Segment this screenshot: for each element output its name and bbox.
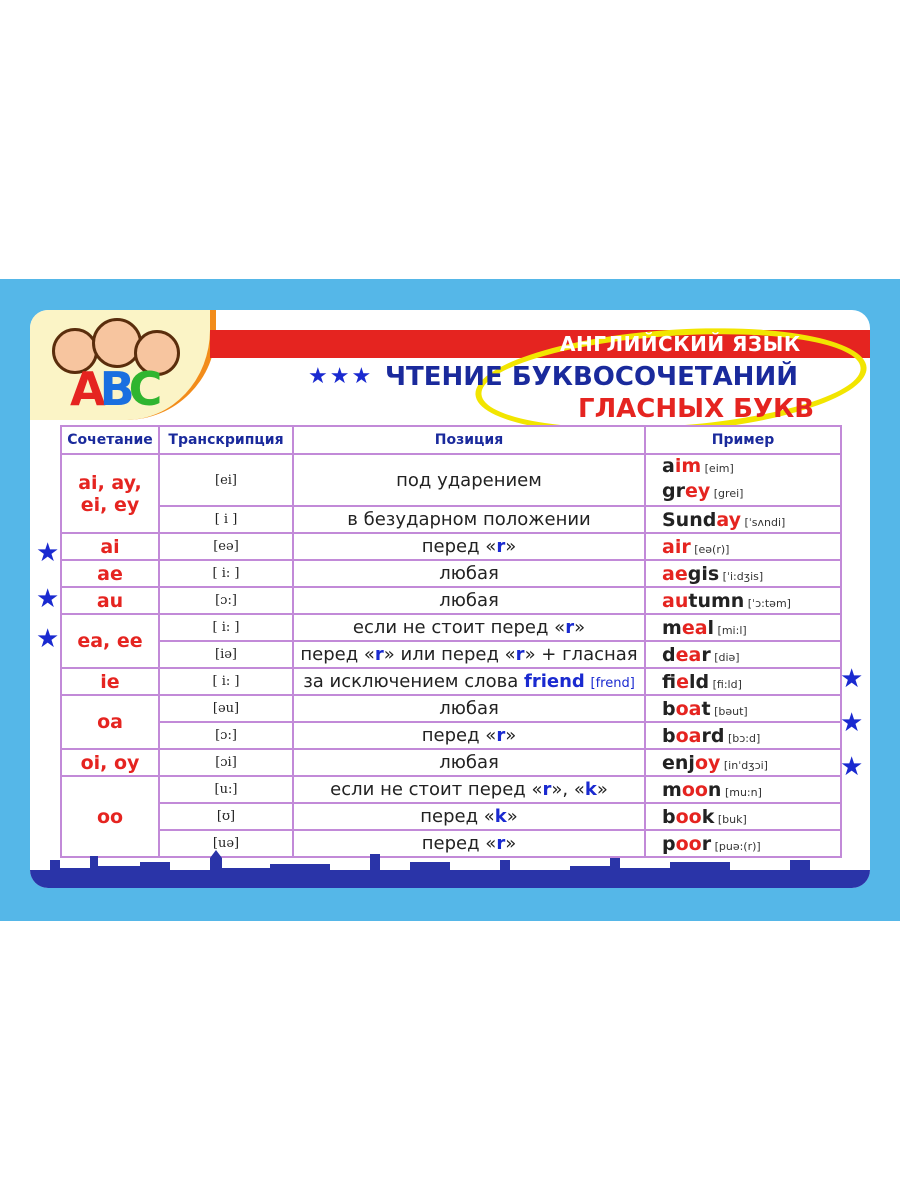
example-cell (645, 803, 841, 830)
example-cell (645, 454, 841, 506)
text-fragment: oo (675, 805, 702, 828)
london-skyline-icon (30, 848, 870, 888)
header-position: Позиция (293, 426, 645, 454)
example-cell (645, 533, 841, 560)
text-fragment: gis (687, 562, 720, 585)
position-cell (293, 722, 645, 749)
text-fragment: ie (676, 670, 689, 693)
text-fragment: любая (439, 590, 499, 611)
example-word (662, 480, 840, 505)
text-fragment: r (701, 643, 711, 666)
example-ipa: [ˈi:dʒis] (719, 569, 764, 583)
text-fragment: gr (662, 480, 685, 502)
table-row (61, 506, 841, 533)
position-cell (293, 641, 645, 668)
text-fragment: enj (662, 751, 695, 774)
text-fragment: r (542, 779, 552, 800)
table-row (61, 533, 841, 560)
text-fragment: » (596, 779, 608, 800)
table-row (61, 803, 841, 830)
text-fragment: если не стоит перед « (330, 779, 543, 800)
text-fragment: » (505, 536, 517, 557)
header-combination: Сочетание (61, 426, 159, 454)
side-star-icon: ★ (36, 584, 60, 614)
example-cell (645, 560, 841, 587)
example-cell (645, 641, 841, 668)
text-fragment: ay (716, 508, 741, 531)
combination-cell: ie (61, 668, 159, 695)
example-word (662, 779, 840, 801)
text-fragment: любая (439, 698, 499, 719)
text-fragment: Sund (662, 508, 717, 531)
transcription-cell: [ɔi] (159, 749, 293, 776)
text-fragment: перед « (420, 806, 495, 827)
position-cell (293, 668, 645, 695)
position-cell (293, 454, 645, 506)
example-word (662, 590, 840, 612)
example-ipa: [fi:ld] (709, 677, 742, 691)
text-fragment: любая (439, 752, 499, 773)
side-star-icon: ★ (840, 752, 864, 782)
transcription-cell: [ɔ:] (159, 722, 293, 749)
text-fragment: k (494, 806, 507, 827)
text-fragment: r (701, 832, 712, 855)
example-ipa: [bɔ:d] (724, 731, 761, 745)
example-word (662, 806, 840, 828)
text-fragment: перед « (421, 833, 497, 854)
kids-corner (30, 310, 216, 420)
text-fragment: a (662, 455, 675, 477)
text-fragment: r (496, 725, 506, 746)
position-cell (293, 614, 645, 641)
transcription-cell: [eə] (159, 533, 293, 560)
position-cell (293, 533, 645, 560)
text-fragment: oo (675, 832, 702, 855)
text-fragment: l (707, 616, 715, 639)
transcription-cell: [ i: ] (159, 668, 293, 695)
text-fragment: f (662, 670, 677, 693)
example-ipa: [diə] (710, 650, 740, 664)
table-row (61, 776, 841, 803)
text-fragment: ae (662, 562, 688, 585)
text-fragment: k (701, 805, 715, 828)
text-fragment: r (496, 536, 506, 557)
subject-label: АНГЛИЙСКИЙ ЯЗЫК (560, 332, 801, 356)
example-cell (645, 722, 841, 749)
example-ipa: [eə(r)] (690, 542, 730, 556)
example-word (662, 752, 840, 774)
example-cell (645, 668, 841, 695)
position-cell (293, 695, 645, 722)
text-fragment: » или перед « (383, 644, 516, 665)
example-ipa: [inˈdʒɔi] (720, 758, 768, 772)
abc-logo: ABC (70, 362, 157, 416)
combination-cell: oi, oy (61, 749, 159, 776)
text-fragment: oa (675, 697, 702, 720)
example-ipa: [mi:l] (714, 623, 747, 637)
table-row (61, 668, 841, 695)
table-header-row (61, 426, 841, 454)
text-fragment: b (662, 805, 676, 828)
example-ipa: [ˈɔ:təm] (744, 596, 791, 610)
example-cell (645, 506, 841, 533)
header-example: Пример (645, 426, 841, 454)
text-fragment: au (662, 589, 689, 612)
table-row (61, 641, 841, 668)
table-row (61, 722, 841, 749)
combination-cell: ea, ee (61, 614, 159, 668)
example-ipa: [ˈsʌndi] (740, 515, 786, 529)
text-fragment: за исключением слова (303, 671, 524, 692)
combination-cell: ai (61, 533, 159, 560)
transcription-cell: [uə] (159, 830, 293, 857)
text-fragment: n (707, 778, 722, 801)
transcription-cell: [ɔ:] (159, 587, 293, 614)
text-fragment: friend (523, 671, 585, 692)
example-cell (645, 614, 841, 641)
example-ipa: [buk] (714, 812, 747, 826)
text-fragment: oa (675, 724, 702, 747)
side-star-icon: ★ (36, 538, 60, 568)
table-body (61, 454, 841, 857)
table-row (61, 454, 841, 506)
header-transcription: Транскрипция (159, 426, 293, 454)
text-fragment: air (662, 535, 691, 558)
position-cell (293, 776, 645, 803)
side-star-icon: ★ (840, 708, 864, 738)
text-fragment: b (662, 724, 676, 747)
example-cell (645, 776, 841, 803)
example-cell (645, 587, 841, 614)
example-word (662, 455, 840, 480)
text-fragment: [frend] (590, 676, 635, 691)
table-row (61, 560, 841, 587)
transcription-cell: [ i: ] (159, 560, 293, 587)
text-fragment: im (674, 455, 702, 477)
text-fragment: ea (681, 616, 708, 639)
transcription-cell: [ʊ] (159, 803, 293, 830)
example-ipa: [mu:n] (721, 785, 762, 799)
text-fragment: p (662, 832, 676, 855)
combination-cell: ae (61, 560, 159, 587)
position-cell (293, 506, 645, 533)
text-fragment: » (574, 617, 586, 638)
text-fragment: если не стоит перед « (352, 617, 566, 638)
table-row (61, 587, 841, 614)
example-word (662, 617, 840, 639)
text-fragment: oy (694, 751, 721, 774)
poster-card (30, 310, 870, 888)
example-word (662, 536, 840, 558)
transcription-cell: [əu] (159, 695, 293, 722)
combination-cell: oa (61, 695, 159, 749)
example-cell (645, 695, 841, 722)
text-fragment: t (701, 697, 711, 720)
example-word (662, 644, 840, 666)
text-fragment: r (374, 644, 384, 665)
text-fragment: » + гласная (524, 644, 638, 665)
text-fragment: » (505, 725, 517, 746)
text-fragment: b (662, 697, 676, 720)
transcription-cell: [u:] (159, 776, 293, 803)
text-fragment: ld (688, 670, 710, 693)
table-row (61, 614, 841, 641)
text-fragment: oo (681, 778, 708, 801)
combination-cell: au (61, 587, 159, 614)
text-fragment: перед « (300, 644, 375, 665)
text-fragment: » (505, 833, 517, 854)
page-title: ЧТЕНИЕ БУКВОСОЧЕТАНИЙ (385, 362, 798, 392)
side-star-icon: ★ (840, 664, 864, 694)
example-ipa: [eim] (701, 462, 734, 475)
transcription-cell: [ei] (159, 454, 293, 506)
example-word (662, 725, 840, 747)
position-cell (293, 587, 645, 614)
text-fragment: k (584, 779, 597, 800)
text-fragment: r (565, 617, 575, 638)
text-fragment: r (496, 833, 506, 854)
table-row (61, 695, 841, 722)
text-fragment: tumn (688, 589, 745, 612)
combination-cell: ai, ay, ei, ey (61, 454, 159, 533)
page-subtitle: ГЛАСНЫХ БУКВ (578, 394, 815, 424)
text-fragment: m (662, 616, 682, 639)
text-fragment: любая (439, 563, 499, 584)
title-stars-icon: ★★★ (308, 364, 374, 389)
position-cell (293, 560, 645, 587)
combination-cell: oo (61, 776, 159, 857)
text-fragment: m (662, 778, 682, 801)
example-ipa: [bəut] (710, 704, 748, 718)
side-star-icon: ★ (36, 624, 60, 654)
text-fragment: d (662, 643, 676, 666)
example-ipa: [puə:(r)] (711, 839, 761, 853)
text-fragment: под ударением (396, 469, 542, 491)
text-fragment: перед « (421, 536, 497, 557)
text-fragment: ey (684, 480, 711, 502)
example-cell (645, 749, 841, 776)
text-fragment: rd (701, 724, 725, 747)
example-word (662, 509, 840, 531)
transcription-cell: [iə] (159, 641, 293, 668)
vowel-combinations-table (60, 425, 842, 858)
position-cell (293, 749, 645, 776)
position-cell (293, 803, 645, 830)
example-word (662, 698, 840, 720)
example-word (662, 563, 840, 585)
example-word (662, 671, 840, 693)
text-fragment: » (506, 806, 518, 827)
example-ipa: [grei] (710, 487, 744, 500)
text-fragment: ea (675, 643, 702, 666)
transcription-cell: [ i: ] (159, 614, 293, 641)
text-fragment: перед « (421, 725, 497, 746)
text-fragment: в безударном положении (347, 509, 591, 530)
table-row (61, 749, 841, 776)
text-fragment: r (515, 644, 525, 665)
transcription-cell: [ i ] (159, 506, 293, 533)
text-fragment: », « (551, 779, 585, 800)
